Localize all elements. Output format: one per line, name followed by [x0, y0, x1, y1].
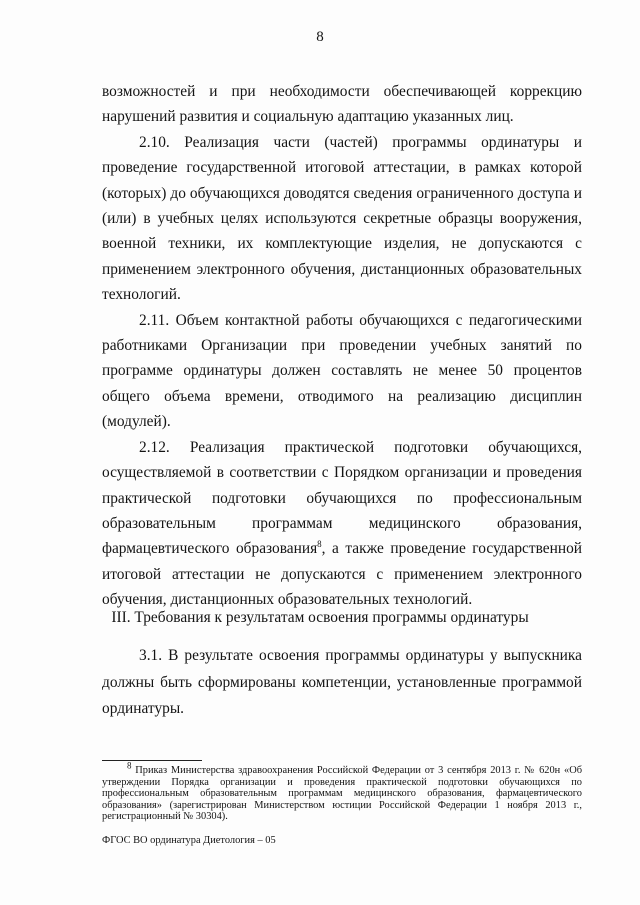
section-heading: III. Требования к результатам освоения программы ординатуры [111, 609, 529, 626]
clause-3-1: 3.1. В результате освоения программы ординатуры у выпускника должны быть сформированы компетенции, установленные программой ординатуры. [102, 647, 582, 717]
page-number: 8 [316, 29, 324, 45]
continuation-paragraph: возможностей и при необходимости обеспечивающей коррекцию нарушений развития и социальную адаптацию указанных лиц. [102, 83, 582, 126]
clause-2-10: 2.10. Реализация части (частей) программы ординатуры и проведение государственной итоговой аттестации, в рамках которой (которых) до обучающихся доводятся сведения ограниченного доступа и (или) в учебных целях используются секретные образцы вооружения, военной техники, их комплектующие изделия, не допускаются с применением электронного обучения, дистанционных образовательных технологий. [102, 133, 582, 304]
main-body [102, 79, 582, 613]
clause-2-12 [102, 435, 582, 613]
footnote-reference[interactable]: 8 [317, 539, 322, 550]
clause-2-12-part-a: 2.12. Реализация практической подготовки обучающихся, осуществляемой в соответствии с Порядком организации и проведения практической подготовки обучающихся по профессиональным образовательным программам медицинского образования, фармацевтического образования [102, 438, 582, 558]
footnote-marker: 8 [127, 760, 132, 771]
footnote-text: Приказ Министерства здравоохранения Российской Федерации от 3 сентября 2013 г. № 620н «Об утверждении Порядка организации и проведения практической подготовки обучающихся по профессиональным образовательным программам медицинского образования, фармацевтического образования» (зарегистрирован Министерством юстиции Российской Федерации 1 ноября 2013 г., регистрационный № 30304). [102, 765, 582, 823]
footnote [102, 760, 582, 823]
clause-2-11: 2.11. Объем контактной работы обучающихся с педагогическими работниками Организации при проведении учебных занятий по программе ординатуры должен составлять не менее 50 процентов общего объема времени, отводимого на реализацию дисциплин (модулей). [102, 311, 582, 431]
page-footer: ФГОС ВО ординатура Диетология – 05 [102, 835, 276, 846]
footnote-divider [102, 760, 202, 761]
clause-2-12-part-b: , а также проведение государственной итоговой аттестации не допускаются с применением электронного обучения, дистанционных образовательных технологий. [102, 540, 582, 609]
section-body [102, 643, 582, 723]
